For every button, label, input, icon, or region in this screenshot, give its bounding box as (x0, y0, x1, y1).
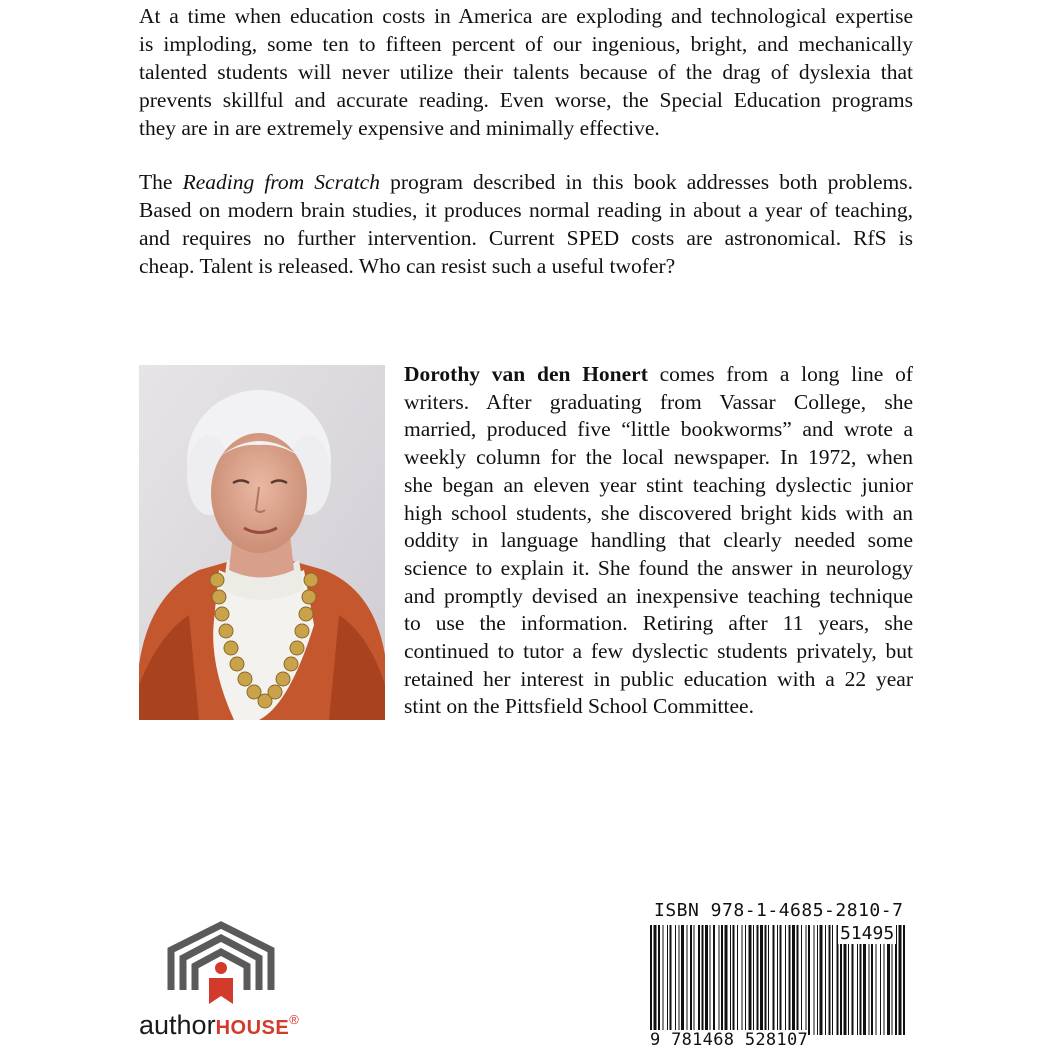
blurb-text: program described in this book addresses both problems. (379, 170, 913, 194)
barcode-bar (694, 925, 695, 1035)
barcode-bar (702, 925, 704, 1035)
barcode-bar (820, 925, 823, 1035)
bio-line: to use the information. Retiring after 11 years, she (404, 611, 913, 636)
barcode-bar (780, 925, 782, 1035)
author-photo (139, 365, 385, 720)
bio-line: writers. After graduating from Vassar College, she (404, 389, 913, 414)
barcode-bar (814, 925, 815, 1035)
bio-line: she began an eleven year stint teaching dyslectic junior (404, 472, 913, 497)
barcode-bar (713, 925, 715, 1035)
registered-mark: ® (289, 1012, 299, 1027)
barcode-bar (730, 925, 731, 1035)
barcode-bar (742, 925, 743, 1035)
barcode-bar (679, 925, 680, 1035)
bio-text: comes from a long line of (647, 362, 914, 386)
barcode-bar (745, 925, 746, 1035)
bio-line: weekly column for the local newspaper. In 1972, when (404, 445, 913, 470)
barcode-bar (719, 925, 720, 1035)
barcode-bar (760, 925, 763, 1035)
blurb-text: The (139, 170, 183, 194)
barcode-bar (658, 925, 660, 1035)
author-name: Dorothy van den Honert (404, 362, 648, 386)
barcode-bar (817, 925, 818, 1035)
blurb-line: is imploding, some ten to fifteen percent of our ingenious, bright, and mechanically (139, 32, 913, 56)
barcode-bar (687, 925, 688, 1035)
barcode-bar (777, 925, 778, 1035)
blurb-line: prevents skillful and accurate reading. Even worse, the Special Education programs (139, 88, 913, 112)
barcode-bar (792, 925, 795, 1035)
bio-line (404, 361, 913, 389)
blurb-line: talented students will never utilize their talents because of the drag of dyslexia that (139, 60, 913, 84)
bio-line: stint on the Pittsfield School Committee. (404, 694, 754, 719)
isbn-label: ISBN 978-1-4685-2810-7 (654, 900, 904, 921)
blurb-line: Based on modern brain studies, it produces normal reading in about a year of teaching, (139, 198, 913, 222)
barcode-bar (899, 925, 902, 1035)
barcode-bar (654, 925, 657, 1035)
publisher-wordmark (139, 1010, 299, 1041)
wordmark-house: HOUSE (215, 1017, 290, 1039)
barcode-bar (725, 925, 728, 1035)
barcode-bar (789, 925, 791, 1035)
bio-line: oddity in language handling that clearly needed some (404, 528, 913, 553)
barcode-bar (773, 925, 775, 1035)
blurb-paragraph-1 (139, 2, 913, 142)
barcode-bar (768, 925, 769, 1035)
barcode-bar (829, 925, 831, 1035)
bio-line: high school students, she discovered bright kids with an (404, 500, 913, 525)
barcode-bar (757, 925, 759, 1035)
bio-line: married, produced five “little bookworms” and wrote a (404, 417, 913, 442)
barcode-bar (670, 925, 672, 1035)
bio-line: retained her interest in public education with a 22 year (404, 666, 913, 691)
barcode-bar (808, 925, 810, 1035)
barcode-bar (785, 925, 786, 1035)
barcode-bar (806, 925, 807, 1035)
barcode-bar (832, 925, 833, 1035)
barcode-bar (705, 925, 708, 1035)
barcode-bar (650, 925, 652, 1035)
blurb-line: and requires no further intervention. Current SPED costs are astronomical. RfS is (139, 226, 913, 250)
author-bio (404, 361, 913, 721)
blurb-paragraph-2 (139, 168, 913, 280)
barcode-bar (667, 925, 668, 1035)
barcode-bar (675, 925, 676, 1035)
barcode-digits: 9 781468 528107 (650, 1030, 809, 1050)
barcode-bar (737, 925, 738, 1035)
bio-line: and promptly devised an inexpensive teaching technique (404, 583, 913, 608)
barcode-bar (903, 925, 905, 1035)
barcode-bar (681, 925, 684, 1035)
barcode-bar (825, 925, 826, 1035)
barcode-bar (690, 925, 692, 1035)
blurb-line: At a time when education costs in America are exploding and technological expertise (139, 4, 913, 28)
blurb-line: cheap. Talent is released. Who can resist such a useful twofer? (139, 254, 676, 278)
barcode-bar (698, 925, 700, 1035)
blurb-line: they are in are extremely expensive and minimally effective. (139, 116, 660, 140)
barcode-bar (797, 925, 799, 1035)
bio-line: continued to tutor a few dyslectic students privately, but (404, 639, 913, 664)
blurb-line (139, 168, 913, 196)
barcode-bar (765, 925, 767, 1035)
barcode-addon-digits: 51495 (840, 923, 895, 944)
author-portrait-image (139, 365, 385, 720)
barcode-bar (753, 925, 754, 1035)
wordmark-author: author (139, 1010, 216, 1040)
barcode-bar (663, 925, 664, 1035)
barcode-bar (749, 925, 752, 1035)
barcode-bar (710, 925, 711, 1035)
book-title: Reading from Scratch (182, 170, 380, 194)
barcode-bar (801, 925, 802, 1035)
barcode-bar (733, 925, 735, 1035)
bio-line: science to explain it. She found the answer in neurology (404, 555, 913, 580)
barcode-bar (721, 925, 723, 1035)
